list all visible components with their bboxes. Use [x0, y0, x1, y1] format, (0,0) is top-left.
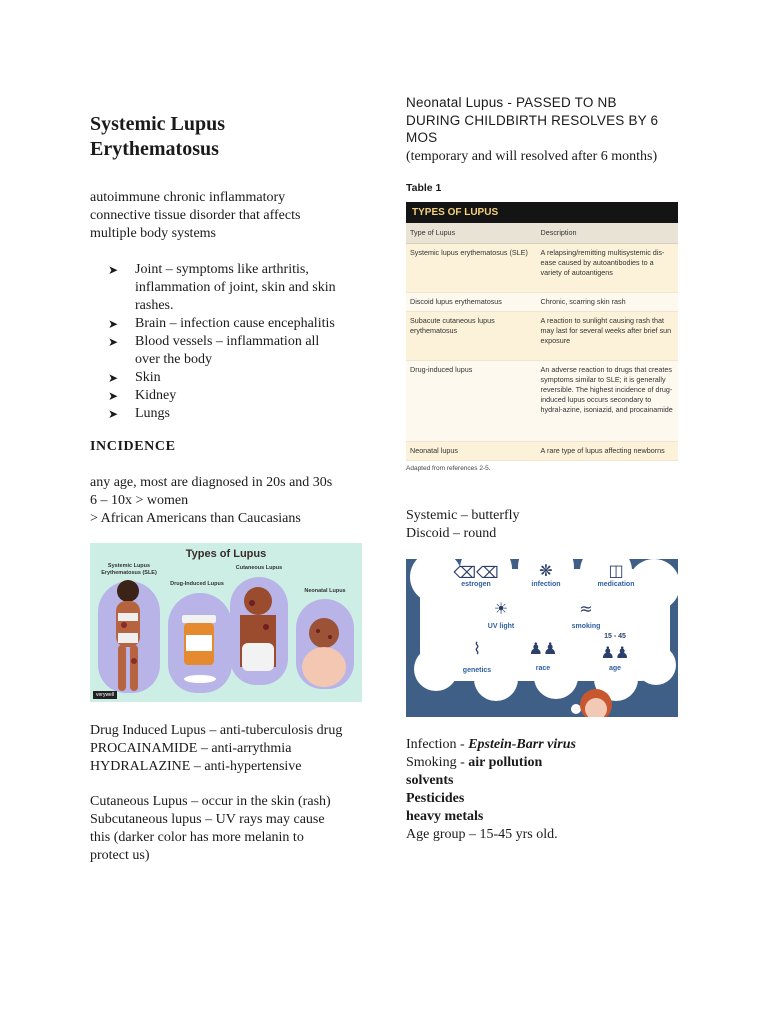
column-header: Description [537, 223, 678, 244]
types-of-lupus-image [90, 543, 362, 702]
molecule-icon: ⌫⌫ [453, 563, 499, 582]
cigarette-icon: ≈ [579, 599, 593, 618]
image-label-drug: Drug-Induced Lupus [170, 581, 224, 587]
table-row: Systemic lupus erythematosus (SLE) A relapsing/remitting multisystemic dis-ease caused by autoantibodies to a variety of autoantigens [406, 244, 678, 293]
cause-label-infection: infection [531, 581, 561, 588]
cause-label-uv-light: UV light [487, 623, 515, 630]
image-label-neonatal: Neonatal Lupus [304, 588, 346, 594]
infection-value: Epstein-Barr virus [468, 737, 576, 752]
age-people-icon: ♟♟ [600, 643, 630, 662]
cause-label-age: age [608, 665, 622, 672]
lupus-illustration [90, 543, 362, 702]
incidence-heading: INCIDENCE [90, 439, 176, 454]
verywell-logo: verywell [93, 691, 117, 699]
image-title: Types of Lupus [185, 548, 267, 560]
arrow-bullet-icon: ➤ [108, 371, 119, 385]
rash-paragraph: Systemic – butterfly Discoid – round [406, 508, 520, 541]
arrow-bullet-icon: ➤ [108, 335, 119, 349]
list-item: ➤ Skin [108, 370, 161, 385]
list-item: ➤ Blood vessels – inflammation all over the body [108, 334, 320, 367]
table-row: Subacute cutaneous lupus erythematosus A reaction to sunlight causing rash that may last for several weeks after brief sun exposure [406, 312, 678, 361]
cause-label-genetics: genetics [462, 667, 492, 674]
table-row: Discoid lupus erythematosus Chronic, scarring skin rash [406, 293, 678, 312]
medicine-bottle-icon: ◫ [608, 561, 624, 580]
incidence-paragraph: any age, most are diagnosed in 20s and 30s 6 – 10x > women > African Americans than Caucasians [90, 475, 333, 526]
page-title: Systemic Lupus Erythematosus [90, 113, 226, 160]
cutaneous-paragraph: Cutaneous Lupus – occur in the skin (rash) Subcutaneous lupus – UV rays may cause this (darker color has more melanin to protect us) [90, 794, 331, 863]
arrow-bullet-icon: ➤ [108, 389, 119, 403]
cause-label-medication: medication [597, 581, 635, 588]
types-of-lupus-table [406, 182, 678, 472]
table-footnote: Adapted from references 2-5. [406, 465, 491, 472]
column-header: Type of Lupus [406, 223, 537, 244]
cause-label-race: race [535, 665, 551, 672]
table-caption: Table 1 [406, 182, 442, 194]
cause-label-smoking: smoking [571, 623, 601, 630]
table-header-bar: TYPES OF LUPUS [406, 202, 678, 223]
neonatal-paragraph: Neonatal Lupus - PASSED TO NB DURING CHILDBIRTH RESOLVES BY 6 MOS [406, 95, 659, 145]
drug-induced-paragraph: Drug Induced Lupus – anti-tuberculosis drug PROCAINAMIDE – anti-arrythmia HYDRALAZINE – anti-hypertensive [90, 723, 343, 774]
list-item: ➤ Brain – infection cause encephalitis [108, 316, 335, 331]
image-label-sle: Systemic Lupus Erythematosus (SLE) [101, 563, 157, 576]
virus-icon: ❋ [539, 561, 553, 580]
smoking-value: air pollution [468, 755, 543, 770]
list-item: ➤ Kidney [108, 388, 177, 403]
dna-icon: ⌇ [473, 639, 481, 658]
cause-label-estrogen: estrogen [461, 581, 491, 588]
lupus-causes-image [406, 559, 678, 717]
table-row: Neonatal lupus A rare type of lupus affecting newborns [406, 442, 678, 461]
arrow-bullet-icon: ➤ [108, 317, 119, 331]
list-item: ➤ Lungs [108, 406, 170, 421]
age-group-line: Age group – 15-45 yrs old. [406, 827, 558, 842]
image-label-cutaneous: Cutaneous Lupus [235, 565, 283, 571]
arrow-bullet-icon: ➤ [108, 407, 119, 421]
intro-paragraph: autoimmune chronic inflammatory connective tissue disorder that affects multiple body systems [90, 190, 301, 241]
people-icon: ♟♟ [528, 639, 558, 658]
neonatal-note: (temporary and will resolved after 6 months) [406, 149, 658, 164]
table-row: Drug-induced lupus An adverse reaction to drugs that creates symptoms similar to SLE; it is generally reversible. The highest incidence of drug-induced lupus occurs secondary to hydral-azine, isoniazid, and procainamide [406, 361, 678, 442]
affected-systems-list [108, 261, 378, 423]
risk-factors-paragraph: Infection - Epstein-Barr virus Smoking - air pollution solvents Pesticides heavy metals Age group – 15-45 yrs old. [406, 736, 706, 844]
arrow-bullet-icon: ➤ [108, 263, 119, 277]
table [406, 223, 678, 461]
cause-label-age-range: 15 - 45 [604, 633, 626, 640]
list-item: ➤ Joint – symptoms like arthritis, inflammation of joint, skin and skin rashes. [108, 262, 336, 313]
sun-rays-icon: ☀ [493, 599, 509, 618]
